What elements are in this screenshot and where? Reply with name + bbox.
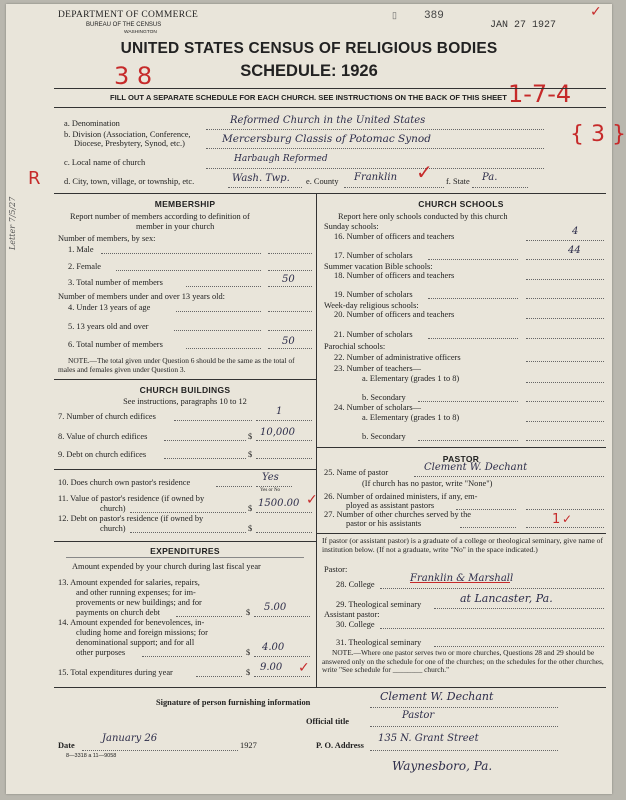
- sunday-label: Sunday schools:: [324, 222, 379, 231]
- q25-note: (If church has no pastor, write "None"): [362, 479, 493, 488]
- q14-value: 4.00: [262, 642, 285, 653]
- q15-dollar: $: [246, 668, 251, 677]
- q30-label: 30. College: [336, 620, 375, 629]
- q23b-label: b. Secondary: [362, 393, 406, 402]
- state-label: f. State: [446, 177, 470, 186]
- q25-value: Clement W. Dechant: [424, 462, 528, 473]
- red-R: R: [28, 168, 41, 189]
- date-label: Date: [58, 741, 75, 750]
- q10-value: Yes: [262, 472, 279, 483]
- red-check-q15: ✓: [298, 660, 310, 676]
- buildings-heading: CHURCH BUILDINGS: [139, 385, 231, 395]
- q12-dollar: $: [248, 524, 253, 533]
- q14-label-c: denominational support; and for all: [76, 638, 195, 647]
- q24a-label: a. Elementary (grades 1 to 8): [362, 413, 460, 422]
- q13-label-c: provements or new buildings; and for: [76, 598, 202, 607]
- date-year: 1927: [240, 741, 257, 750]
- q15-label: 15. Total expenditures during year: [58, 668, 173, 677]
- q13-dollar: $: [246, 608, 251, 617]
- q17-value: 44: [568, 245, 581, 256]
- q6-value: 50: [282, 336, 295, 347]
- q20-label: 20. Number of officers and teachers: [334, 310, 455, 319]
- q7-value: 1: [276, 406, 283, 417]
- stamp-mark: ▯: [392, 10, 397, 20]
- q11-dollar: $: [248, 504, 253, 513]
- q28-value: Franklin & Marshall: [410, 573, 514, 584]
- official-title-label: Official title: [306, 717, 350, 726]
- date-stamp: JAN 27 1927: [490, 20, 557, 31]
- q11-label-cont: church): [100, 504, 126, 513]
- q12-label: 12. Debt on pastor's residence (if owned by: [58, 514, 204, 523]
- po-address-value-2: Waynesboro, Pa.: [392, 759, 493, 773]
- division-label: b. Division (Association, Conference,: [64, 130, 191, 139]
- q3-value: 50: [282, 274, 295, 285]
- q17-label: 17. Number of scholars: [334, 251, 413, 260]
- state-value: Pa.: [482, 172, 498, 183]
- red-check-q27: ✓: [562, 512, 573, 526]
- q8-dollar: $: [248, 432, 253, 441]
- q11-label: 11. Value of pastor's residence (if owned by: [58, 494, 205, 503]
- assistant-sub-label: Assistant pastor:: [324, 610, 380, 619]
- date-value: January 26: [102, 733, 158, 744]
- schedule-title: SCHEDULE: 1926: [240, 62, 378, 80]
- q16-label: 16. Number of officers and teachers: [334, 232, 455, 241]
- bureau-name: BUREAU OF THE CENSUS: [86, 22, 162, 28]
- form-number: 389: [424, 10, 444, 22]
- q27-value: 1: [552, 512, 561, 527]
- membership-note: NOTE.—The total given under Question 6 should be the same as the total of males and females given under Question 3.: [58, 356, 295, 374]
- po-address-value: 135 N. Grant Street: [378, 733, 479, 744]
- q13-label-b: and other running expenses; for im-: [76, 588, 196, 597]
- by-sex-label: Number of members, by sex:: [58, 234, 156, 243]
- denomination-value: Reformed Church in the United States: [230, 115, 426, 126]
- weekday-label: Week-day religious schools:: [324, 301, 419, 310]
- q8-value: 10,000: [260, 427, 295, 438]
- bureau-city: WASHINGTON: [124, 30, 157, 35]
- county-value: Franklin: [354, 172, 398, 183]
- local-name-value: Harbaugh Reformed: [234, 154, 328, 164]
- q13-label-d: payments on church debt: [76, 608, 160, 617]
- q23a-label: a. Elementary (grades 1 to 8): [362, 374, 460, 383]
- red-check-top: ✓: [590, 4, 602, 20]
- po-address-label: P. O. Address: [316, 741, 364, 750]
- red-annotation-38: 3 8: [114, 62, 153, 90]
- membership-intro-2: member in your church: [136, 222, 215, 231]
- q29-value: at Lancaster, Pa.: [460, 592, 553, 605]
- buildings-sub: See instructions, paragraphs 10 to 12: [123, 397, 247, 406]
- red-brace: { 3 }: [570, 122, 626, 147]
- q9-dollar: $: [248, 450, 253, 459]
- q13-value: 5.00: [264, 602, 287, 613]
- q16-value: 4: [572, 226, 579, 237]
- instruction-line: FILL OUT A SEPARATE SCHEDULE FOR EACH CHURCH. SEE INSTRUCTIONS ON THE BACK OF THIS SHEET: [110, 93, 507, 102]
- margin-note: Letter 7/5/27: [8, 196, 17, 250]
- q15-value: 9.00: [260, 662, 283, 673]
- census-schedule-page: [6, 4, 626, 794]
- q3-label: 3. Total number of members: [68, 278, 163, 287]
- q28-label: 28. College: [336, 580, 375, 589]
- schools-sub: Report here only schools conducted by this church: [338, 212, 508, 221]
- schools-heading: CHURCH SCHOOLS: [418, 199, 504, 209]
- q10-label: 10. Does church own pastor's residence: [58, 478, 191, 487]
- parochial-label: Parochial schools:: [324, 342, 386, 351]
- q10-hint: Yes or No: [260, 488, 281, 493]
- q14-label-d: other purposes: [76, 648, 126, 657]
- department-name: DEPARTMENT OF COMMERCE: [58, 10, 199, 20]
- q2-label: 2. Female: [68, 262, 102, 271]
- county-label: e. County: [306, 177, 339, 186]
- division-value: Mercersburg Classis of Potomac Synod: [222, 133, 431, 145]
- q23-label: 23. Number of teachers—: [334, 364, 421, 373]
- q11-value: 1500.00: [258, 498, 300, 509]
- denomination-label: a. Denomination: [64, 119, 120, 128]
- q19-label: 19. Number of scholars: [334, 290, 413, 299]
- q25-label: 25. Name of pastor: [324, 468, 389, 477]
- expenditures-heading: EXPENDITURES: [150, 546, 220, 556]
- membership-intro-1: Report number of members according to definition of: [70, 212, 250, 221]
- signature-value: Clement W. Dechant: [380, 690, 494, 703]
- city-label: d. City, town, village, or township, etc.: [64, 177, 195, 186]
- print-code: 8—3318 a 11—9058: [66, 753, 117, 759]
- q9-label: 9. Debt on church edifices: [58, 450, 147, 459]
- city-value: Wash. Twp.: [232, 173, 290, 184]
- q12-label-cont: church): [100, 524, 126, 533]
- q24b-label: b. Secondary: [362, 432, 406, 441]
- q26-label-a: 26. Number of ordained ministers, if any, em-: [324, 492, 478, 501]
- q31-label: 31. Theological seminary: [336, 638, 422, 647]
- q21-label: 21. Number of scholars: [334, 330, 413, 339]
- form-title: UNITED STATES CENSUS OF RELIGIOUS BODIES: [120, 40, 498, 57]
- vacation-label: Summer vacation Bible schools:: [324, 262, 433, 271]
- q6-label: 6. Total number of members: [68, 340, 163, 349]
- q4-label: 4. Under 13 years of age: [68, 303, 151, 312]
- red-check-county: ✓: [416, 160, 433, 184]
- red-check-q11: ✓: [306, 492, 318, 508]
- q5-label: 5. 13 years old and over: [68, 322, 149, 331]
- pastor-note: NOTE.—Where one pastor serves two or more churches, Questions 28 and 29 should be answered only on the schedule for one of the churches; on the schedules for the other churches, write "See schedule for ________ church.": [322, 648, 604, 675]
- grad-note: If pastor (or assistant pastor) is a graduate of a college or theological seminary, give name of institution below. (If not a graduate, write "No" in the space indicated.): [322, 536, 604, 554]
- red-annotation-174: 1-7-4: [508, 80, 572, 108]
- q27-label-b: pastor or his assistants: [346, 519, 422, 528]
- official-title-value: Pastor: [402, 710, 435, 721]
- q8-label: 8. Value of church edifices: [58, 432, 148, 441]
- q14-label-b: cluding home and foreign missions; for: [76, 628, 208, 637]
- pastor-heading: PASTOR: [442, 454, 480, 464]
- q7-label: 7. Number of church edifices: [58, 412, 156, 421]
- q14-label-a: 14. Amount expended for benevolences, in-: [58, 618, 205, 627]
- q29-label: 29. Theological seminary: [336, 600, 422, 609]
- local-name-label: c. Local name of church: [64, 158, 146, 167]
- q14-dollar: $: [246, 648, 251, 657]
- pastor-sub-label: Pastor:: [324, 565, 348, 574]
- q26-label-b: ployed as assistant pastors: [346, 501, 435, 510]
- q24-label: 24. Number of scholars—: [334, 403, 421, 412]
- age-intro: Number of members under and over 13 years old:: [58, 292, 225, 301]
- division-label-cont: Diocese, Presbytery, Synod, etc.): [74, 139, 185, 148]
- q22-label: 22. Number of administrative officers: [334, 353, 461, 362]
- q18-label: 18. Number of officers and teachers: [334, 271, 455, 280]
- signature-label: Signature of person furnishing information: [156, 698, 311, 707]
- q1-label: 1. Male: [68, 245, 94, 254]
- q13-label-a: 13. Amount expended for salaries, repairs,: [58, 578, 200, 587]
- membership-heading: MEMBERSHIP: [154, 199, 216, 209]
- expenditures-sub: Amount expended by your church during last fiscal year: [72, 562, 261, 571]
- q27-label-a: 27. Number of other churches served by the: [324, 510, 471, 519]
